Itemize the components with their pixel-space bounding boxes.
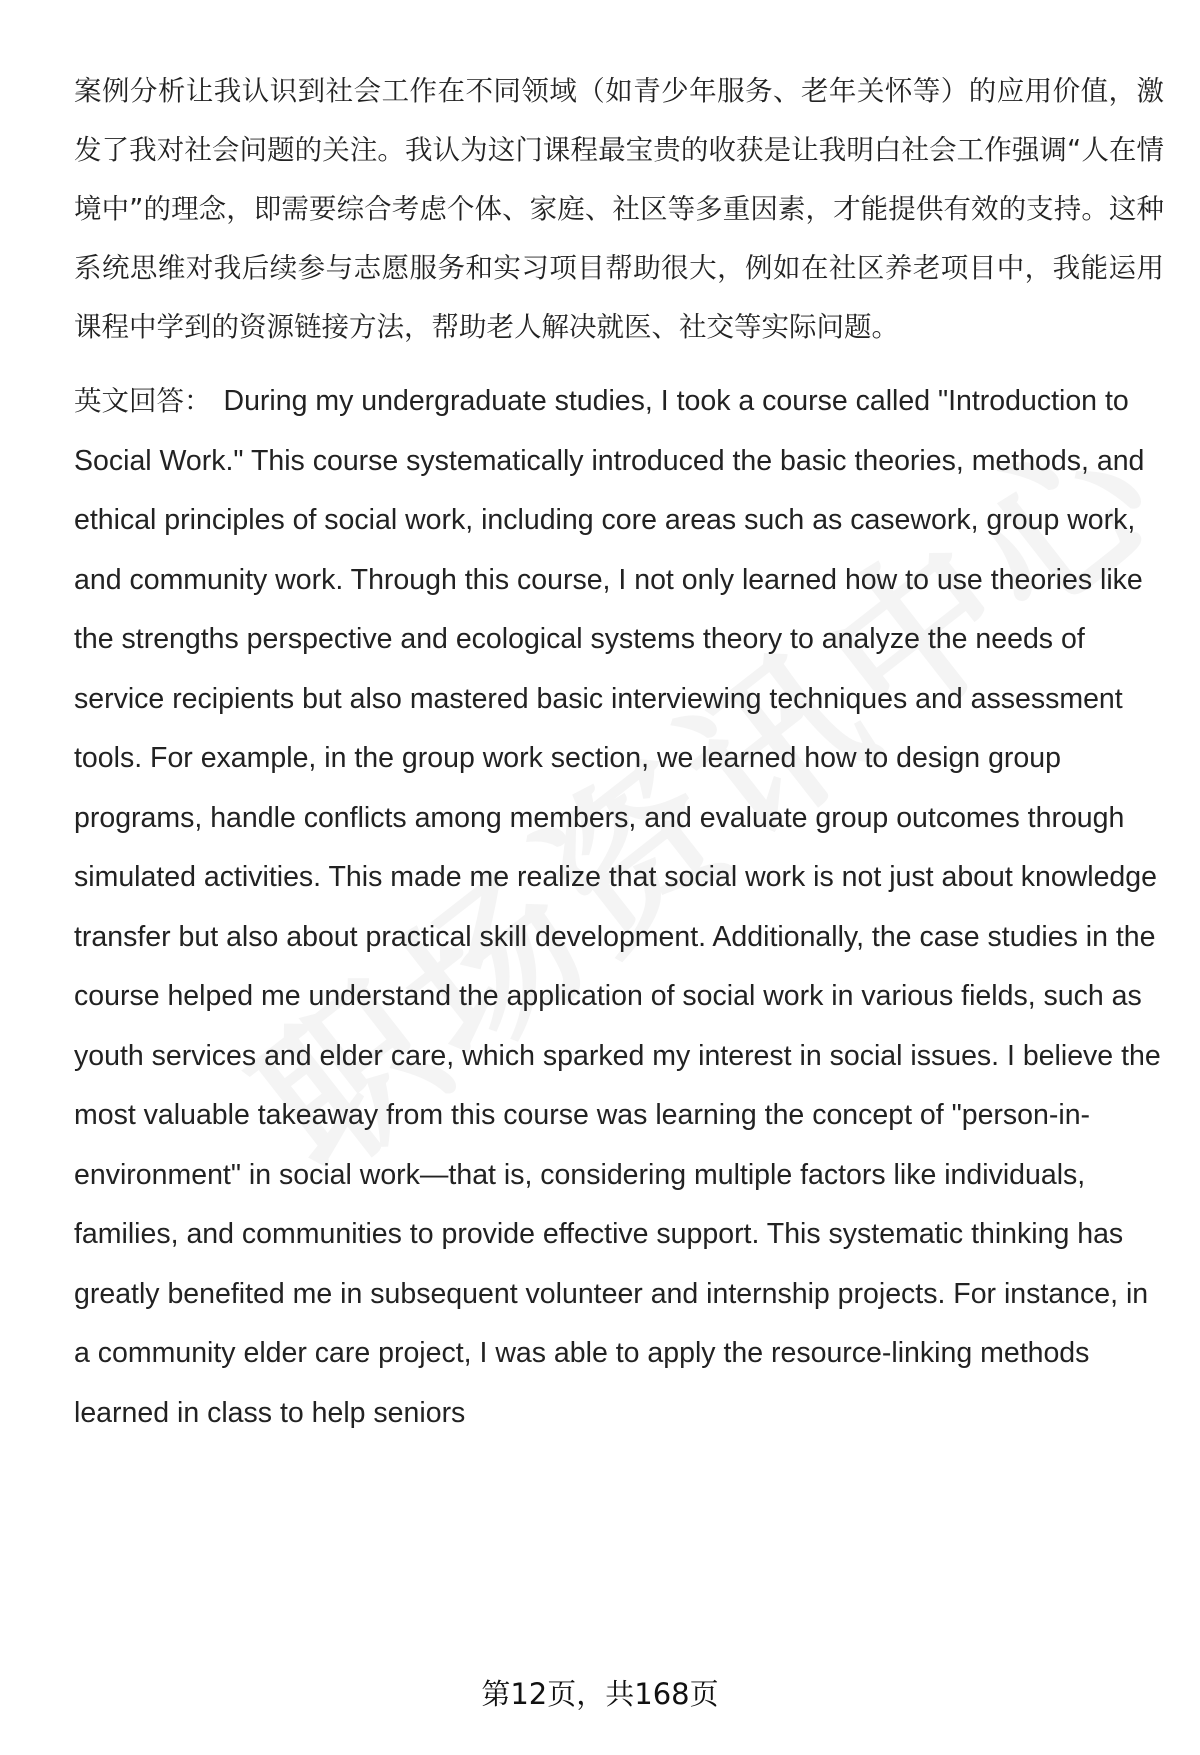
english-answer-paragraph [74,372,1164,1443]
page-content [74,62,1164,1443]
page-number: 第12页，共168页 [481,1677,719,1711]
english-answer-text: During my undergraduate studies, I took a course called "Introduction to Social Work." This course systematically introduced the basic theories, methods, and ethical principles of social work, including core areas such as casework, group work, and community work. Through this course, I not only learned how to use theories like the strengths perspective and ecological systems theory to analyze the needs of service recipients but also mastered basic interviewing techniques and assessment tools. For example, in the group work section, we learned how to design group programs, handle conflicts among members, and evaluate group outcomes through simulated activities. This made me realize that social work is not just about knowledge transfer but also about practical skill development. Additionally, the case studies in the course helped me understand the application of social work in various fields, such as youth services and elder care, which sparked my interest in social issues. I believe the most valuable takeaway from this course was learning the concept of "person-in-environment" in social work—that is, considering multiple factors like individuals, families, and communities to provide effective support. This systematic thinking has greatly benefited me in subsequent volunteer and internship projects. For instance, in a community elder care project, I was able to apply the resource-linking methods learned in class to help seniors [74,385,1161,1429]
chinese-paragraph: 案例分析让我认识到社会工作在不同领域（如青少年服务、老年关怀等）的应用价值，激发了我对社会问题的关注。我认为这门课程最宝贵的收获是让我明白社会工作强调“人在情境中”的理念，即需要综合考虑个体、家庭、社区等多重因素，才能提供有效的支持。这种系统思维对我后续参与志愿服务和实习项目帮助很大，例如在社区养老项目中，我能运用课程中学到的资源链接方法，帮助老人解决就医、社交等实际问题。 [74,75,1164,343]
english-answer-label: 英文回答： [74,385,212,417]
